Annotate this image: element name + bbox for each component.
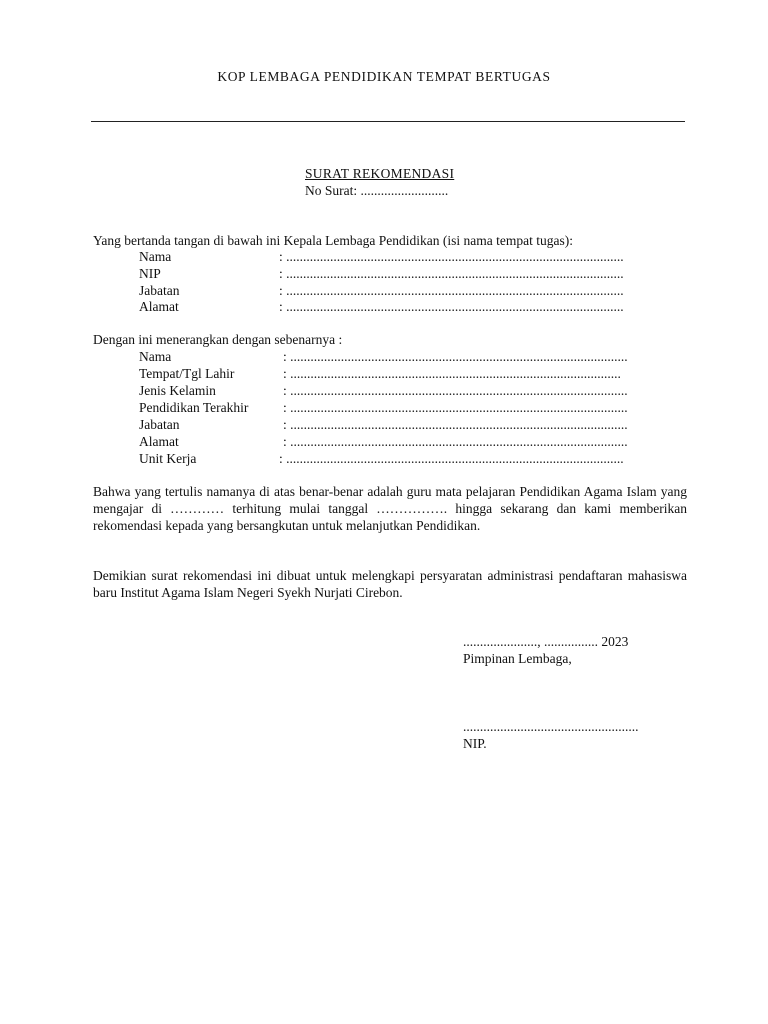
letter-title: SURAT REKOMENDASI — [305, 166, 455, 181]
signer-intro: Yang bertanda tangan di bawah ini Kepala Lembaga Pendidikan (isi nama tempat tugas): — [93, 233, 573, 248]
subject-field-label: Jabatan — [139, 417, 180, 432]
signer-field-label: Nama — [139, 249, 172, 264]
subject-field-label: Unit Kerja — [139, 451, 197, 466]
signer-field-value: : .................................................................................................... — [279, 283, 624, 298]
subject-field-value: : .................................................................................................. — [283, 366, 621, 381]
letter-number: No Surat: .......................... — [305, 183, 449, 198]
subject-field-value: : .................................................................................................... — [283, 349, 628, 364]
letterhead-title: KOP LEMBAGA PENDIDIKAN TEMPAT BERTUGAS — [217, 69, 551, 84]
subject-field-value: : .................................................................................................... — [283, 434, 628, 449]
subject-field-label: Jenis Kelamin — [139, 383, 216, 398]
signature-name-line: .................................................... — [463, 719, 639, 734]
signer-field-value: : .................................................................................................... — [279, 266, 624, 281]
subject-field-label: Pendidikan Terakhir — [139, 400, 249, 415]
body-paragraph-2: Demikian surat rekomendasi ini dibuat untuk melengkapi persyaratan administrasi pendaftaran mahasiswa baru Institut Agama Islam Negeri Syekh Nurjati Cirebon. — [93, 568, 687, 600]
signer-field-label: Jabatan — [139, 283, 180, 298]
signer-field-label: Alamat — [139, 299, 179, 314]
subject-intro: Dengan ini menerangkan dengan sebenarnya : — [93, 332, 343, 347]
subject-field-value: : .................................................................................................... — [283, 383, 628, 398]
signer-field-value: : .................................................................................................... — [279, 299, 624, 314]
signer-field-value: : .................................................................................................... — [279, 249, 624, 264]
subject-field-label: Tempat/Tgl Lahir — [139, 366, 235, 381]
signer-field-label: NIP — [139, 266, 161, 281]
subject-field-value: : .................................................................................................... — [283, 400, 628, 415]
subject-field-value: : .................................................................................................... — [283, 417, 628, 432]
letterhead-divider — [91, 121, 685, 122]
subject-field-label: Alamat — [139, 434, 179, 449]
subject-field-label: Nama — [139, 349, 172, 364]
signature-place-date: ......................, ................ 2023 — [463, 634, 629, 649]
signature-nip: NIP. — [463, 736, 487, 751]
subject-field-value: : .................................................................................................... — [279, 451, 624, 466]
body-paragraph-1: Bahwa yang tertulis namanya di atas benar-benar adalah guru mata pelajaran Pendidikan Agama Islam yang mengajar di ………… terhitung mulai tanggal ……………. hingga sekarang dan kami memberikan rekomendasi kepada yang bersangkutan untuk melanjutkan Pendidikan. — [93, 484, 687, 533]
signature-position: Pimpinan Lembaga, — [463, 651, 572, 666]
